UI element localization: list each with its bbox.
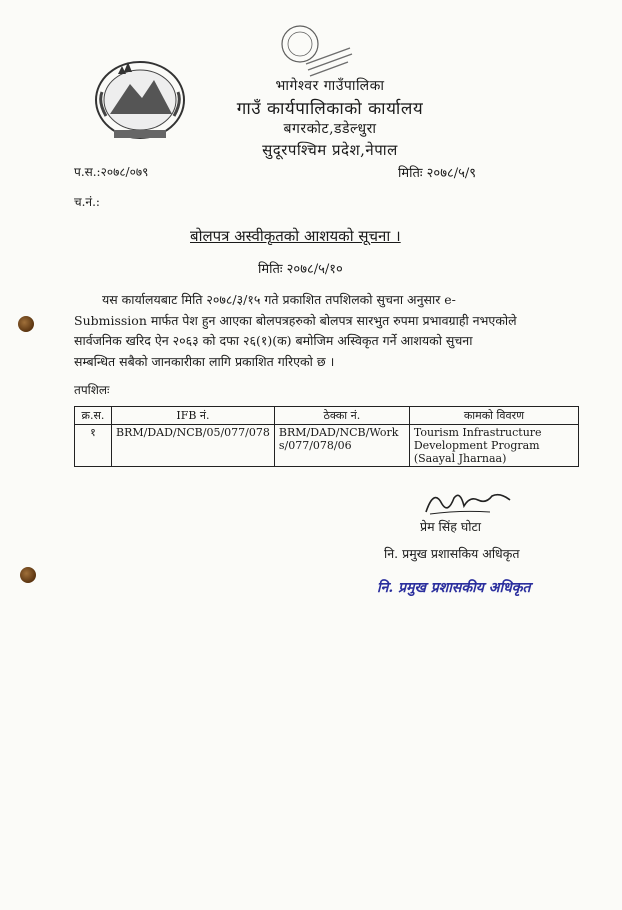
signatory-designation: नि. प्रमुख प्रशासकिय अधिकृत xyxy=(384,546,520,561)
cell-sn: १ xyxy=(75,425,112,467)
municipality-name: भागेश्वर गाउँपालिका xyxy=(275,78,385,94)
col-ifb-header: IFB नं. xyxy=(112,407,275,425)
col-description-header: कामको विवरण xyxy=(409,407,578,425)
notice-line: सार्वजनिक खरिद ऐन २०६३ को दफा २६(१)(क) बमोजिम अस्विकृत गर्ने आशयको सुचना xyxy=(74,333,473,348)
cell-ifb: BRM/DAD/NCB/05/077/078 xyxy=(112,425,275,467)
dispatch-number: च.नं.: xyxy=(74,195,100,209)
signature-icon xyxy=(420,484,520,520)
letter-number: प.स.:२०७८/०७९ xyxy=(74,165,149,179)
punch-hole xyxy=(20,567,36,583)
notice-date: मितिः २०७८/५/१० xyxy=(258,262,343,277)
letter-date: मितिः २०७८/५/९ xyxy=(398,166,476,181)
details-table xyxy=(74,406,579,467)
details-label: तपशिलः xyxy=(74,383,110,397)
office-address: बगरकोट,डडेल्धुरा xyxy=(283,121,377,137)
table-row xyxy=(75,425,579,467)
notice-title: बोलपत्र अस्वीकृतको आशयको सूचना । xyxy=(190,227,401,245)
signatory-name: प्रेम सिंह घोटा xyxy=(420,519,482,534)
notice-line: यस कार्यालयबाट मिति २०७८/३/१५ गते प्रकाशित तपशिलको सुचना अनुसार e- xyxy=(102,292,456,307)
notice-line: सम्बन्धित सबैको जानकारीका लागि प्रकाशित गरिएको छ । xyxy=(74,353,335,369)
nepal-emblem-icon xyxy=(92,52,188,142)
office-name: गाउँ कार्यपालिकाको कार्यालय xyxy=(236,99,424,119)
punch-hole xyxy=(18,316,34,332)
cell-contract: BRM/DAD/NCB/Works/077/078/06 xyxy=(274,425,409,467)
office-seal-icon xyxy=(276,20,356,82)
notice-line: Submission मार्फत पेश हुन आएका बोलपत्रहरुको बोलपत्र सारभुत रुपमा प्रभावग्राही नभएकोले xyxy=(74,312,517,328)
col-contract-header: ठेक्का नं. xyxy=(274,407,409,425)
col-sn-header: क्र.स. xyxy=(75,407,112,425)
notice-body xyxy=(74,290,550,372)
designation-stamp: नि. प्रमुख प्रशासकीय अधिकृत xyxy=(377,580,531,596)
province-country: सुदूरपश्चिम प्रदेश,नेपाल xyxy=(262,141,398,159)
table-header-row xyxy=(75,407,579,425)
cell-description: Tourism Infrastructure Development Program (Saayal Jharnaa) xyxy=(409,425,578,467)
